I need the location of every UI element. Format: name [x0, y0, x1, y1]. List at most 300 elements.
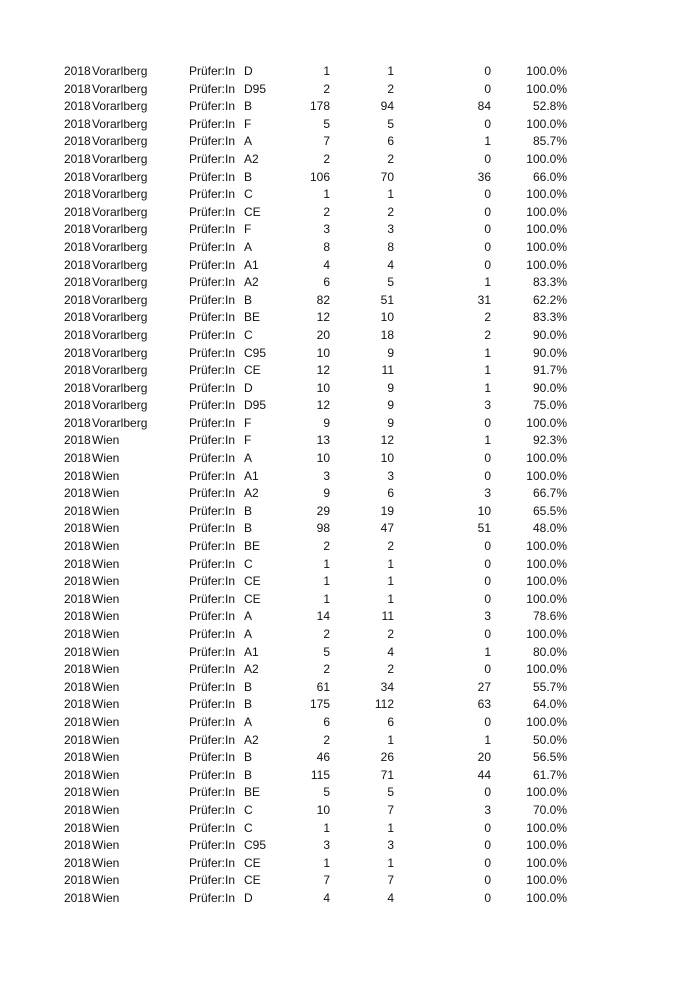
- table-row: [0, 503, 700, 521]
- failed-count-cell: 51: [477, 521, 491, 536]
- year-cell: 2018: [64, 662, 91, 677]
- year-cell: 2018: [64, 486, 91, 501]
- pass-rate-cell: 100.0%: [526, 239, 567, 254]
- passed-count-cell: 6: [387, 486, 394, 501]
- table-row: [0, 257, 700, 275]
- role-cell: Prüfer:In: [189, 257, 236, 272]
- total-count-cell: 8: [323, 239, 330, 254]
- role-cell: Prüfer:In: [189, 802, 236, 817]
- passed-count-cell: 8: [387, 239, 394, 254]
- table-row: [0, 820, 700, 838]
- role-cell: Prüfer:In: [189, 890, 236, 905]
- total-count-cell: 1: [323, 64, 330, 78]
- total-count-cell: 2: [323, 627, 330, 641]
- table-row: [0, 468, 700, 486]
- total-count-cell: 4: [323, 257, 330, 272]
- total-count-cell: 2: [323, 204, 330, 219]
- failed-count-cell: 1: [484, 433, 491, 448]
- pass-rate-cell: 85.7%: [532, 134, 567, 149]
- table-row: [0, 732, 700, 750]
- failed-count-cell: 0: [484, 556, 491, 571]
- passed-count-cell: 4: [387, 644, 394, 659]
- total-count-cell: 178: [309, 99, 330, 114]
- passed-count-cell: 70: [380, 169, 394, 184]
- failed-count-cell: 0: [484, 116, 491, 131]
- pass-rate-cell: 100.0%: [526, 204, 567, 219]
- pass-rate-cell: 66.0%: [532, 169, 567, 184]
- year-cell: 2018: [64, 433, 91, 448]
- region-cell: Vorarlberg: [92, 363, 148, 378]
- year-cell: 2018: [64, 363, 91, 378]
- passed-count-cell: 9: [387, 415, 394, 430]
- region-cell: Vorarlberg: [92, 310, 148, 325]
- region-cell: Wien: [92, 486, 120, 501]
- year-cell: 2018: [64, 380, 91, 395]
- failed-count-cell: 0: [484, 451, 491, 466]
- passed-count-cell: 5: [387, 116, 394, 131]
- license-class-cell: B: [244, 767, 253, 782]
- region-cell: Wien: [92, 838, 120, 853]
- license-class-cell: A2: [244, 732, 259, 747]
- pass-rate-cell: 61.7%: [532, 767, 567, 782]
- license-class-cell: C: [244, 327, 253, 342]
- year-cell: 2018: [64, 239, 91, 254]
- total-count-cell: 3: [323, 222, 330, 237]
- table-row: [0, 345, 700, 363]
- license-class-cell: C95: [244, 345, 267, 360]
- table-row: [0, 520, 700, 538]
- year-cell: 2018: [64, 556, 91, 571]
- year-cell: 2018: [64, 151, 91, 166]
- failed-count-cell: 0: [484, 539, 491, 554]
- table-row: [0, 679, 700, 697]
- passed-count-cell: 2: [387, 627, 394, 641]
- pass-rate-cell: 100.0%: [526, 415, 567, 430]
- region-cell: Wien: [92, 433, 120, 448]
- role-cell: Prüfer:In: [189, 662, 236, 677]
- role-cell: Prüfer:In: [189, 345, 236, 360]
- region-cell: Vorarlberg: [92, 151, 148, 166]
- pass-rate-cell: 90.0%: [532, 345, 567, 360]
- year-cell: 2018: [64, 855, 91, 870]
- failed-count-cell: 31: [477, 292, 491, 307]
- region-cell: Vorarlberg: [92, 275, 148, 290]
- total-count-cell: 2: [323, 151, 330, 166]
- license-class-cell: D95: [244, 398, 267, 413]
- total-count-cell: 82: [316, 292, 330, 307]
- region-cell: Wien: [92, 820, 120, 835]
- total-count-cell: 10: [316, 451, 330, 466]
- total-count-cell: 13: [316, 433, 330, 448]
- license-class-cell: BE: [244, 539, 261, 554]
- total-count-cell: 61: [316, 679, 330, 694]
- pass-rate-cell: 100.0%: [526, 785, 567, 800]
- year-cell: 2018: [64, 415, 91, 430]
- pass-rate-cell: 100.0%: [526, 591, 567, 606]
- region-cell: Wien: [92, 679, 120, 694]
- role-cell: Prüfer:In: [189, 785, 236, 800]
- role-cell: Prüfer:In: [189, 468, 236, 483]
- license-class-cell: A: [244, 627, 253, 641]
- passed-count-cell: 4: [387, 257, 394, 272]
- pass-rate-cell: 100.0%: [526, 890, 567, 905]
- table-row: [0, 98, 700, 116]
- year-cell: 2018: [64, 451, 91, 466]
- region-cell: Vorarlberg: [92, 116, 148, 131]
- role-cell: Prüfer:In: [189, 239, 236, 254]
- total-count-cell: 10: [316, 380, 330, 395]
- license-class-cell: D: [244, 380, 253, 395]
- passed-count-cell: 9: [387, 398, 394, 413]
- license-class-cell: B: [244, 169, 253, 184]
- failed-count-cell: 63: [477, 697, 491, 712]
- region-cell: Vorarlberg: [92, 64, 148, 78]
- year-cell: 2018: [64, 169, 91, 184]
- table-row: [0, 538, 700, 556]
- failed-count-cell: 27: [477, 679, 491, 694]
- year-cell: 2018: [64, 310, 91, 325]
- pass-rate-cell: 90.0%: [532, 380, 567, 395]
- table-row: [0, 450, 700, 468]
- region-cell: Wien: [92, 609, 120, 624]
- failed-count-cell: 0: [484, 838, 491, 853]
- year-cell: 2018: [64, 697, 91, 712]
- table-row: [0, 239, 700, 257]
- total-count-cell: 46: [316, 750, 330, 765]
- total-count-cell: 115: [310, 767, 330, 782]
- total-count-cell: 106: [309, 169, 330, 184]
- role-cell: Prüfer:In: [189, 521, 236, 536]
- license-class-cell: A1: [244, 468, 259, 483]
- total-count-cell: 9: [323, 486, 330, 501]
- year-cell: 2018: [64, 345, 91, 360]
- pass-rate-cell: 100.0%: [526, 556, 567, 571]
- failed-count-cell: 0: [484, 204, 491, 219]
- license-class-cell: F: [244, 222, 252, 237]
- license-class-cell: F: [244, 116, 252, 131]
- failed-count-cell: 10: [477, 503, 491, 518]
- failed-count-cell: 0: [484, 81, 491, 96]
- table-row: [0, 784, 700, 802]
- year-cell: 2018: [64, 627, 91, 641]
- role-cell: Prüfer:In: [189, 609, 236, 624]
- year-cell: 2018: [64, 714, 91, 729]
- total-count-cell: 2: [323, 662, 330, 677]
- failed-count-cell: 1: [484, 732, 491, 747]
- table-row: [0, 133, 700, 151]
- pass-rate-cell: 100.0%: [526, 855, 567, 870]
- total-count-cell: 5: [323, 116, 330, 131]
- role-cell: Prüfer:In: [189, 574, 236, 589]
- total-count-cell: 20: [316, 327, 330, 342]
- table-row: [0, 661, 700, 679]
- pass-rate-cell: 62.2%: [532, 292, 567, 307]
- failed-count-cell: 2: [484, 310, 491, 325]
- table-row: [0, 837, 700, 855]
- year-cell: 2018: [64, 591, 91, 606]
- table-row: [0, 186, 700, 204]
- license-class-cell: B: [244, 679, 253, 694]
- passed-count-cell: 2: [387, 204, 394, 219]
- failed-count-cell: 2: [484, 327, 491, 342]
- failed-count-cell: 3: [484, 486, 491, 501]
- table-row: [0, 749, 700, 767]
- failed-count-cell: 44: [477, 767, 491, 782]
- pass-rate-cell: 100.0%: [526, 873, 567, 888]
- role-cell: Prüfer:In: [189, 697, 236, 712]
- total-count-cell: 1: [323, 820, 330, 835]
- year-cell: 2018: [64, 116, 91, 131]
- license-class-cell: BE: [244, 785, 261, 800]
- pass-rate-cell: 70.0%: [532, 802, 567, 817]
- role-cell: Prüfer:In: [189, 486, 236, 501]
- region-cell: Vorarlberg: [92, 327, 148, 342]
- role-cell: Prüfer:In: [189, 292, 236, 307]
- year-cell: 2018: [64, 503, 91, 518]
- data-table: [0, 63, 700, 908]
- table-row: [0, 151, 700, 169]
- pass-rate-cell: 100.0%: [526, 222, 567, 237]
- total-count-cell: 175: [309, 697, 330, 712]
- passed-count-cell: 1: [387, 820, 394, 835]
- passed-count-cell: 10: [380, 310, 394, 325]
- failed-count-cell: 1: [484, 275, 491, 290]
- passed-count-cell: 1: [387, 591, 394, 606]
- license-class-cell: D: [244, 64, 253, 78]
- pass-rate-cell: 100.0%: [526, 714, 567, 729]
- pass-rate-cell: 83.3%: [532, 310, 567, 325]
- region-cell: Wien: [92, 873, 120, 888]
- year-cell: 2018: [64, 275, 91, 290]
- region-cell: Wien: [92, 644, 120, 659]
- failed-count-cell: 0: [484, 187, 491, 202]
- role-cell: Prüfer:In: [189, 732, 236, 747]
- failed-count-cell: 0: [484, 151, 491, 166]
- total-count-cell: 4: [323, 890, 330, 905]
- pass-rate-cell: 52.8%: [532, 99, 567, 114]
- pass-rate-cell: 100.0%: [526, 627, 567, 641]
- region-cell: Vorarlberg: [92, 204, 148, 219]
- passed-count-cell: 5: [387, 275, 394, 290]
- passed-count-cell: 11: [381, 363, 394, 378]
- failed-count-cell: 0: [484, 855, 491, 870]
- region-cell: Vorarlberg: [92, 222, 148, 237]
- role-cell: Prüfer:In: [189, 222, 236, 237]
- pass-rate-cell: 56.5%: [532, 750, 567, 765]
- year-cell: 2018: [64, 327, 91, 342]
- pass-rate-cell: 100.0%: [526, 820, 567, 835]
- role-cell: Prüfer:In: [189, 627, 236, 641]
- year-cell: 2018: [64, 802, 91, 817]
- total-count-cell: 1: [323, 556, 330, 571]
- role-cell: Prüfer:In: [189, 187, 236, 202]
- role-cell: Prüfer:In: [189, 838, 236, 853]
- pass-rate-cell: 75.0%: [532, 398, 567, 413]
- passed-count-cell: 3: [387, 468, 394, 483]
- table-row: [0, 608, 700, 626]
- role-cell: Prüfer:In: [189, 169, 236, 184]
- failed-count-cell: 0: [484, 257, 491, 272]
- pass-rate-cell: 80.0%: [532, 644, 567, 659]
- passed-count-cell: 51: [380, 292, 394, 307]
- failed-count-cell: 0: [484, 64, 491, 78]
- role-cell: Prüfer:In: [189, 539, 236, 554]
- license-class-cell: CE: [244, 363, 261, 378]
- failed-count-cell: 0: [484, 415, 491, 430]
- year-cell: 2018: [64, 574, 91, 589]
- passed-count-cell: 94: [380, 99, 394, 114]
- passed-count-cell: 1: [387, 187, 394, 202]
- region-cell: Vorarlberg: [92, 239, 148, 254]
- table-row: [0, 556, 700, 574]
- passed-count-cell: 2: [387, 151, 394, 166]
- passed-count-cell: 4: [387, 890, 394, 905]
- region-cell: Wien: [92, 539, 120, 554]
- license-class-cell: C: [244, 820, 253, 835]
- failed-count-cell: 0: [484, 239, 491, 254]
- table-row: [0, 573, 700, 591]
- total-count-cell: 10: [316, 802, 330, 817]
- region-cell: Wien: [92, 697, 120, 712]
- passed-count-cell: 9: [387, 345, 394, 360]
- total-count-cell: 10: [316, 345, 330, 360]
- passed-count-cell: 7: [387, 802, 394, 817]
- year-cell: 2018: [64, 292, 91, 307]
- license-class-cell: F: [244, 415, 252, 430]
- region-cell: Wien: [92, 591, 120, 606]
- passed-count-cell: 18: [380, 327, 394, 342]
- region-cell: Wien: [92, 627, 120, 641]
- total-count-cell: 98: [316, 521, 330, 536]
- total-count-cell: 6: [323, 714, 330, 729]
- license-class-cell: D95: [244, 81, 267, 96]
- region-cell: Vorarlberg: [92, 292, 148, 307]
- total-count-cell: 14: [316, 609, 330, 624]
- license-class-cell: A2: [244, 151, 259, 166]
- role-cell: Prüfer:In: [189, 363, 236, 378]
- pass-rate-cell: 48.0%: [532, 521, 567, 536]
- year-cell: 2018: [64, 99, 91, 114]
- year-cell: 2018: [64, 398, 91, 413]
- year-cell: 2018: [64, 187, 91, 202]
- year-cell: 2018: [64, 679, 91, 694]
- pass-rate-cell: 92.3%: [532, 433, 567, 448]
- role-cell: Prüfer:In: [189, 767, 236, 782]
- role-cell: Prüfer:In: [189, 275, 236, 290]
- passed-count-cell: 6: [387, 134, 394, 149]
- role-cell: Prüfer:In: [189, 591, 236, 606]
- role-cell: Prüfer:In: [189, 644, 236, 659]
- pass-rate-cell: 50.0%: [532, 732, 567, 747]
- table-row: [0, 432, 700, 450]
- passed-count-cell: 1: [387, 64, 394, 78]
- year-cell: 2018: [64, 644, 91, 659]
- table-row: [0, 169, 700, 187]
- failed-count-cell: 0: [484, 662, 491, 677]
- failed-count-cell: 1: [484, 345, 491, 360]
- year-cell: 2018: [64, 468, 91, 483]
- region-cell: Wien: [92, 451, 120, 466]
- passed-count-cell: 2: [387, 539, 394, 554]
- total-count-cell: 5: [323, 644, 330, 659]
- role-cell: Prüfer:In: [189, 820, 236, 835]
- region-cell: Wien: [92, 521, 120, 536]
- region-cell: Wien: [92, 732, 120, 747]
- region-cell: Vorarlberg: [92, 345, 148, 360]
- region-cell: Vorarlberg: [92, 415, 148, 430]
- passed-count-cell: 3: [387, 838, 394, 853]
- region-cell: Wien: [92, 750, 120, 765]
- license-class-cell: D: [244, 890, 253, 905]
- failed-count-cell: 0: [484, 785, 491, 800]
- table-row: [0, 309, 700, 327]
- table-row: [0, 644, 700, 662]
- license-class-cell: A2: [244, 275, 259, 290]
- license-class-cell: B: [244, 750, 253, 765]
- license-class-cell: C: [244, 802, 253, 817]
- passed-count-cell: 3: [387, 222, 394, 237]
- passed-count-cell: 9: [387, 380, 394, 395]
- license-class-cell: A1: [244, 257, 259, 272]
- year-cell: 2018: [64, 785, 91, 800]
- pass-rate-cell: 100.0%: [526, 187, 567, 202]
- table-row: [0, 485, 700, 503]
- failed-count-cell: 1: [484, 134, 491, 149]
- license-class-cell: F: [244, 433, 252, 448]
- passed-count-cell: 26: [380, 750, 394, 765]
- table-row: [0, 872, 700, 890]
- pass-rate-cell: 90.0%: [532, 327, 567, 342]
- failed-count-cell: 36: [477, 169, 491, 184]
- passed-count-cell: 2: [387, 81, 394, 96]
- license-class-cell: A: [244, 451, 253, 466]
- year-cell: 2018: [64, 64, 91, 78]
- license-class-cell: B: [244, 697, 253, 712]
- region-cell: Wien: [92, 714, 120, 729]
- table-row: [0, 116, 700, 134]
- failed-count-cell: 0: [484, 222, 491, 237]
- role-cell: Prüfer:In: [189, 855, 236, 870]
- role-cell: Prüfer:In: [189, 679, 236, 694]
- pass-rate-cell: 64.0%: [532, 697, 567, 712]
- pass-rate-cell: 100.0%: [526, 662, 567, 677]
- passed-count-cell: 19: [380, 503, 394, 518]
- total-count-cell: 1: [323, 574, 330, 589]
- region-cell: Wien: [92, 574, 120, 589]
- year-cell: 2018: [64, 890, 91, 905]
- year-cell: 2018: [64, 838, 91, 853]
- failed-count-cell: 3: [484, 609, 491, 624]
- failed-count-cell: 0: [484, 820, 491, 835]
- year-cell: 2018: [64, 873, 91, 888]
- pass-rate-cell: 100.0%: [526, 539, 567, 554]
- table-row: [0, 292, 700, 310]
- failed-count-cell: 84: [477, 99, 491, 114]
- role-cell: Prüfer:In: [189, 556, 236, 571]
- year-cell: 2018: [64, 204, 91, 219]
- table-row: [0, 415, 700, 433]
- total-count-cell: 12: [316, 363, 330, 378]
- total-count-cell: 3: [323, 468, 330, 483]
- failed-count-cell: 1: [484, 363, 491, 378]
- license-class-cell: C: [244, 187, 253, 202]
- table-row: [0, 63, 700, 81]
- role-cell: Prüfer:In: [189, 750, 236, 765]
- table-row: [0, 274, 700, 292]
- pass-rate-cell: 100.0%: [526, 257, 567, 272]
- role-cell: Prüfer:In: [189, 327, 236, 342]
- passed-count-cell: 5: [387, 785, 394, 800]
